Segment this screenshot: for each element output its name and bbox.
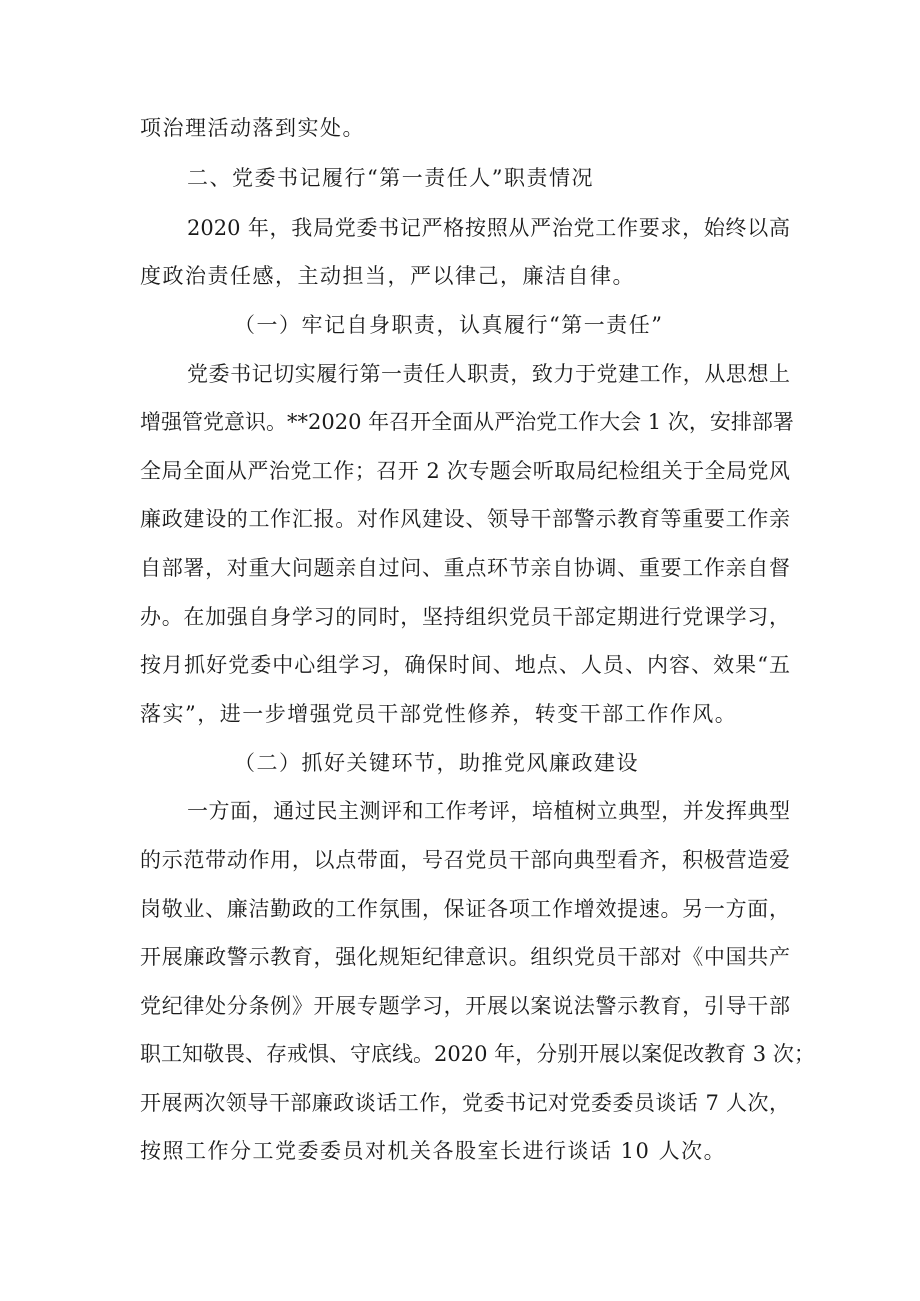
text-line: 办。在加强自身学习的同时，坚持组织党员干部定期进行党课学习， [140, 605, 790, 629]
text-line: 开展两次领导干部廉政谈话工作，党委书记对党委委员谈话 7 人次， [140, 1091, 790, 1115]
text-line: 廉政建设的工作汇报。对作风建设、领导干部警示教育等重要工作亲 [140, 507, 790, 531]
text-line: 2020 年，我局党委书记严格按照从严治党工作要求，始终以高 [187, 216, 790, 240]
text-line: 全局全面从严治党工作；召开 2 次专题会听取局纪检组关于全局党风 [140, 459, 790, 483]
text-line: 岗敬业、廉洁勤政的工作氛围，保证各项工作增效提速。另一方面， [140, 897, 790, 921]
text-line: 落实”，进一步增强党员干部党性修养，转变干部工作作风。 [140, 702, 738, 726]
text-line: 的示范带动作用，以点带面，号召党员干部向典型看齐，积极营造爱 [140, 848, 790, 872]
section-heading: 二、党委书记履行“第一责任人”职责情况 [187, 166, 594, 190]
subsection-heading: （二）抓好关键环节，助推党风廉政建设 [234, 751, 639, 775]
subsection-heading: （一）牢记自身职责，认真履行“第一责任” [234, 313, 664, 337]
text-line: 度政治责任感，主动担当，严以律己，廉洁自律。 [140, 264, 635, 288]
text-line: 党委书记切实履行第一责任人职责，致力于党建工作，从思想上 [187, 362, 790, 386]
text-line: 党纪律处分条例》开展专题学习，开展以案说法警示教育，引导干部 [140, 994, 790, 1018]
text-line: 一方面，通过民主测评和工作考评，培植树立典型，并发挥典型 [187, 799, 790, 823]
text-line: 自部署，对重大问题亲自过问、重点环节亲自协调、重要工作亲自督 [140, 556, 790, 580]
text-line: 增强管党意识。**2020 年召开全面从严治党工作大会 1 次，安排部署 [140, 410, 794, 434]
text-line: 职工知敬畏、存戒惧、守底线。2020 年，分别开展以案促改教育 3 次； [140, 1042, 815, 1066]
text-line: 按月抓好党委中心组学习，确保时间、地点、人员、内容、效果“五 [140, 653, 790, 677]
text-line: 按照工作分工党委委员对机关各股室长进行谈话 10 人次。 [140, 1139, 727, 1163]
text-line: 项治理活动落到实处。 [140, 116, 365, 140]
text-line: 开展廉政警示教育，强化规矩纪律意识。组织党员干部对《中国共产 [140, 945, 790, 969]
